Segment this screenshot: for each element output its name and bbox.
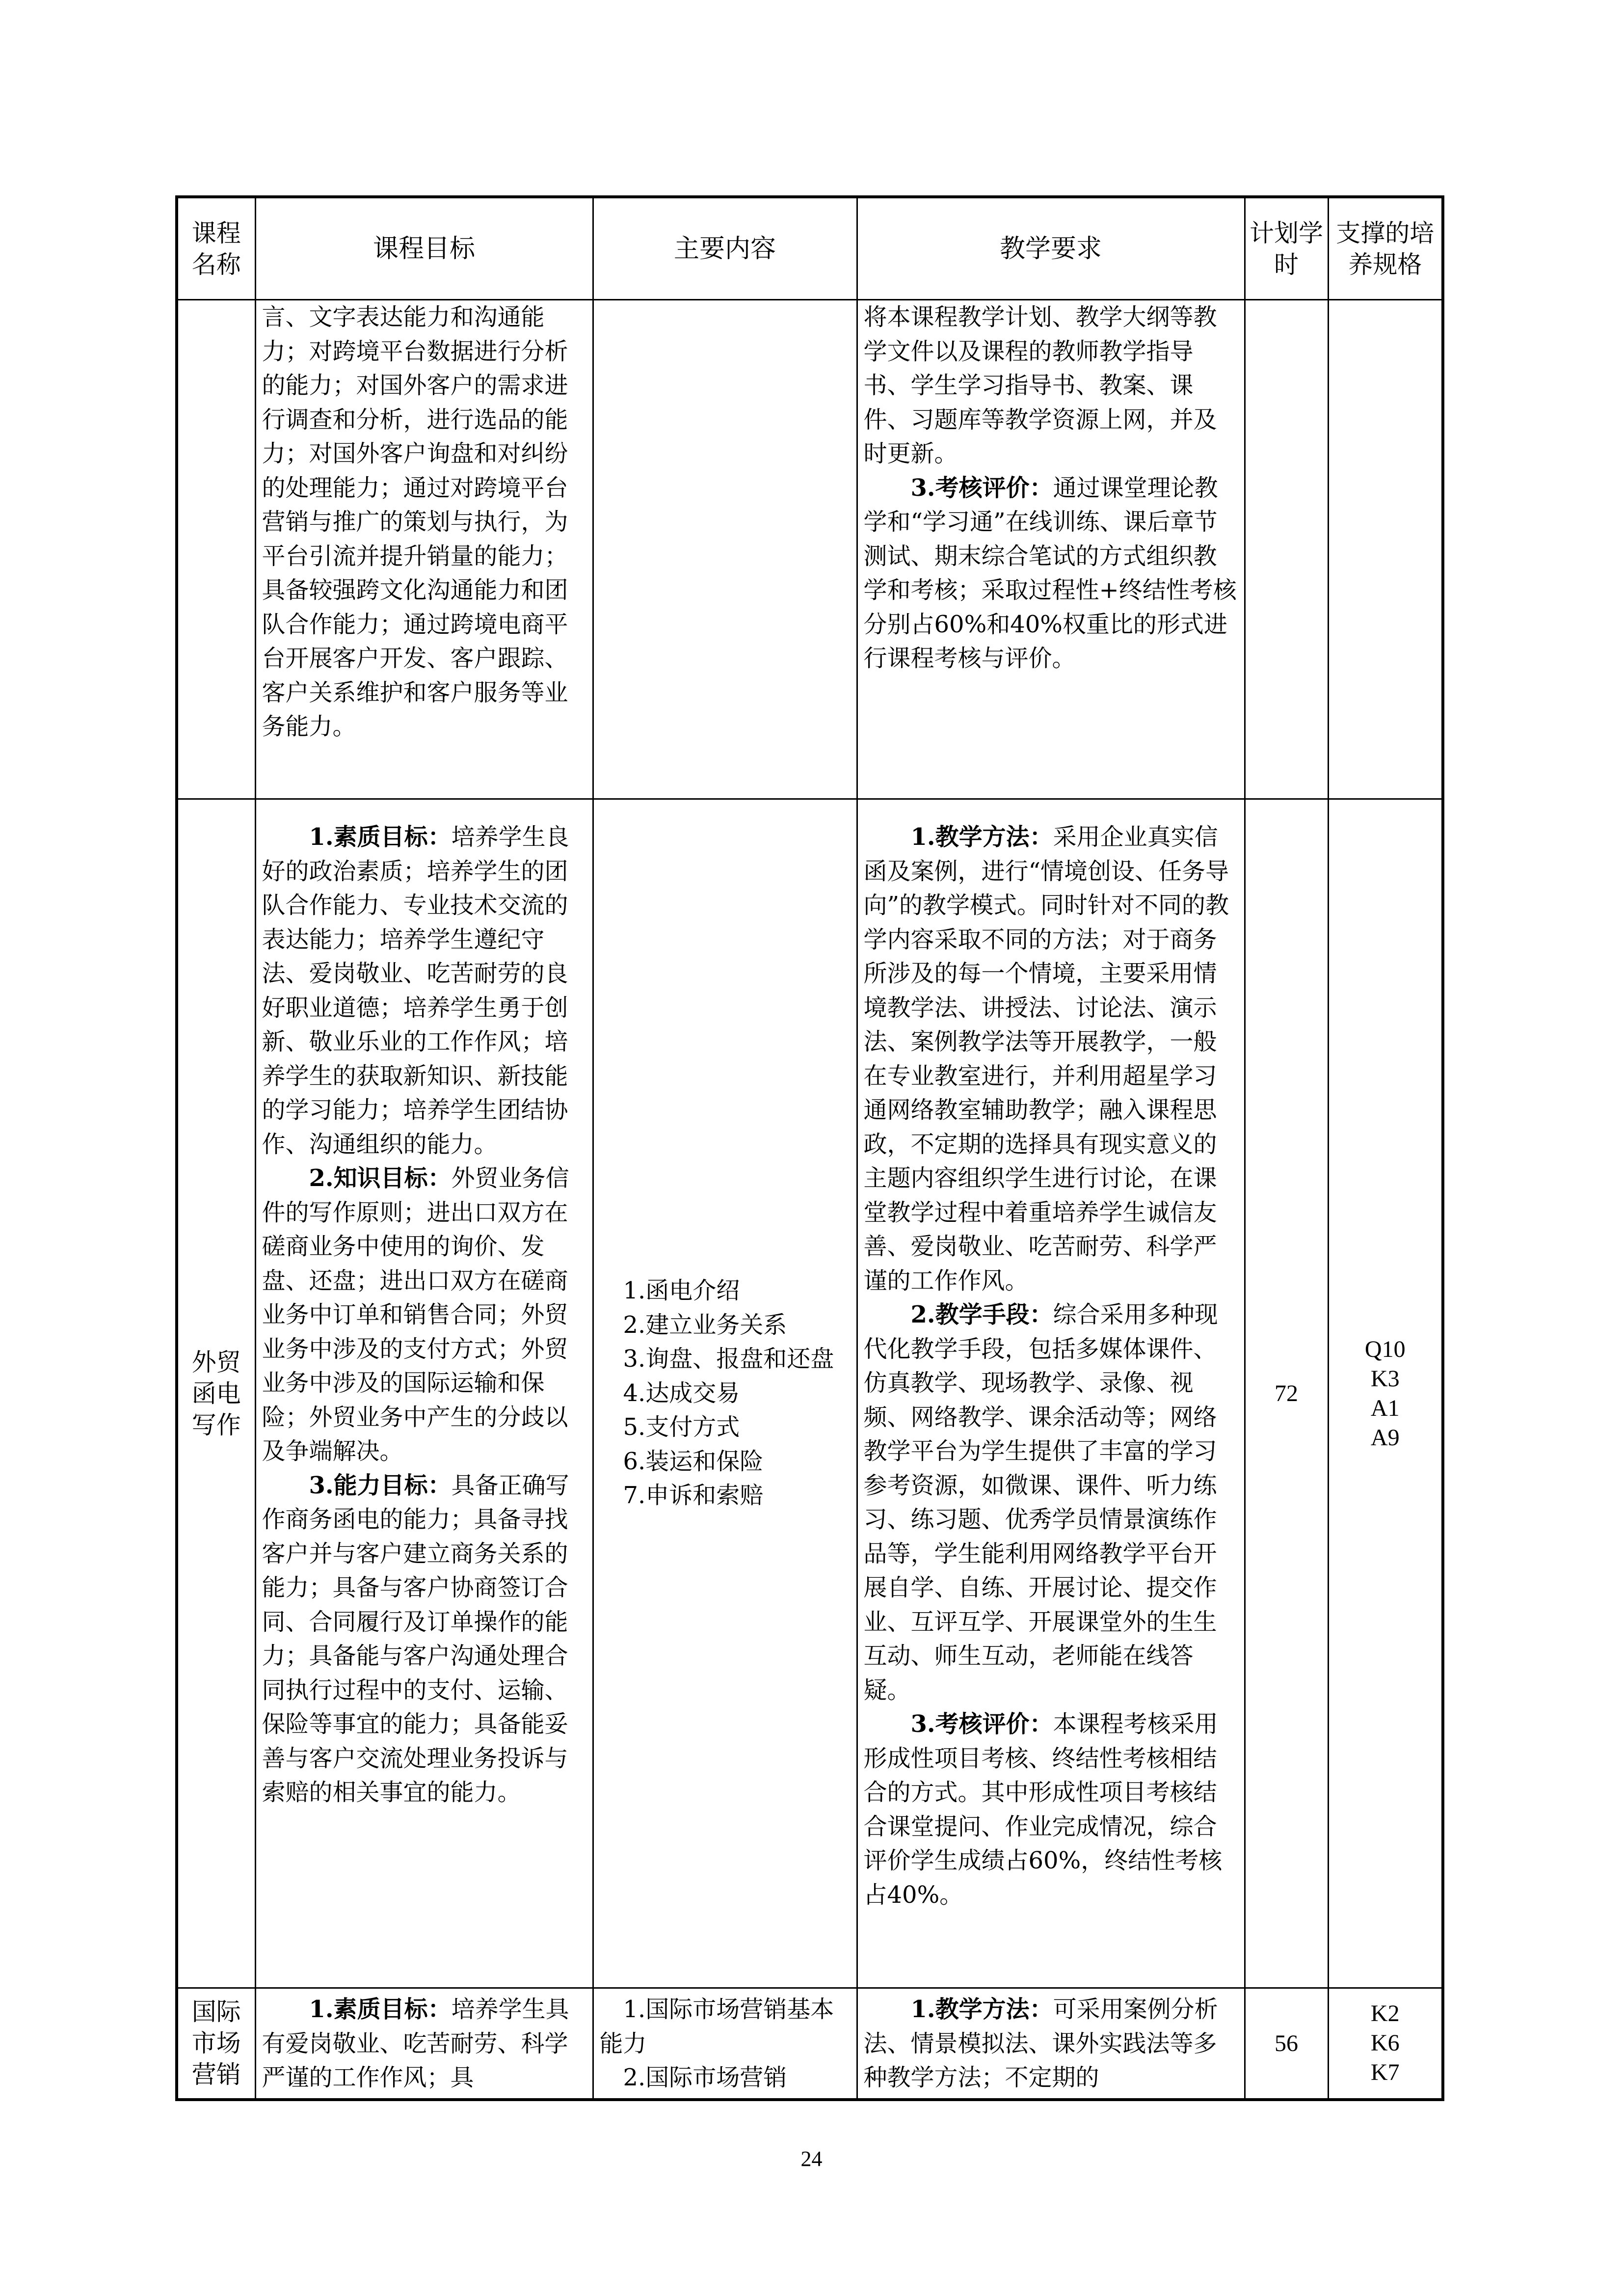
goal-text: 具备正确写作商务函电的能力；具备寻找客户并与客户建立商务关系的能力；具备与客户协商签订合同、合同履行及订单操作的能力；具备能与客户沟通处理合同执行过程中的支付、运输、保险等事宜的能力；具备能妥善与客户交流处理业务投诉与索赔的相关事宜的能力。: [262, 1471, 569, 1806]
table-header-row: [177, 197, 1443, 300]
course-goal-cell: [255, 300, 593, 799]
course-table: [175, 195, 1444, 2101]
requirements-text: 综合采用多种现代化教学手段，包括多媒体课件、仿真教学、现场教学、录像、视频、网络教学、课余活动等；网络教学平台为学生提供了丰富的学习参考资源，如微课、课件、听力练习、练习题、优秀学员情景演练作品等，学生能利用网络教学平台开展自学、自练、开展讨论、提交作业、互评互学、开展课堂外的生生互动、师生互动，老师能在线答疑。: [863, 1301, 1218, 1704]
spec-code: K7: [1370, 2059, 1400, 2086]
course-name-cell: 外贸函电写作: [177, 799, 255, 1988]
assessment-label: 3.考核评价：: [910, 474, 1053, 502]
requirements-paragraph: [864, 1993, 1238, 2095]
goal-paragraph: [262, 1162, 586, 1469]
table-row: [177, 300, 1443, 799]
requirements-text: 采用企业真实信函及案例，进行“情境创设、任务导向”的教学模式。同时针对不同的教学内容采取不同的方法；对于商务所涉及的每一个情境，主要采用情境教学法、讲授法、讨论法、演示法、案例教学法等开展教学，一般在专业教室进行，并利用超星学习通网络教室辅助教学；融入课程思政，不定期的选择具有现实意义的主题内容组织学生进行讨论，在课堂教学过程中着重培养学生诚信友善、爱岗敬业、吃苦耐劳、科学严谨的工作作风。: [863, 823, 1229, 1295]
goal-label: 1.素质目标：: [309, 1996, 452, 2023]
content-item: 4.达成交易: [623, 1379, 740, 1407]
supported-specs-cell: [1328, 300, 1443, 799]
course-goal-cell: [255, 799, 593, 1988]
course-name-cell: [177, 300, 255, 799]
requirements-text: 将本课程教学计划、教学大纲等教学文件以及课程的教师教学指导书、学生学习指导书、教案、课件、习题库等教学资源上网，并及时更新。: [863, 303, 1217, 467]
main-content-cell: [593, 1988, 857, 2100]
teaching-requirements-cell: [857, 1988, 1245, 2100]
planned-hours-cell: [1245, 300, 1328, 799]
goal-label: 2.知识目标：: [309, 1164, 452, 1192]
goal-label: 3.能力目标：: [309, 1471, 452, 1499]
page-number: 24: [800, 2147, 823, 2171]
goal-text: 言、文字表达能力和沟通能力；对跨境平台数据进行分析的能力；对国外客户的需求进行调查和分析，进行选品的能力；对国外客户询盘和对纠纷的处理能力；通过对跨境平台营销与推广的策划与执行，为平台引流并提升销量的能力；具备较强跨文化沟通能力和团队合作能力；通过跨境电商平台开展客户开发、客户跟踪、客户关系维护和客户服务等业务能力。: [262, 303, 568, 740]
goal-label: 1.素质目标：: [309, 823, 452, 851]
spec-code: Q10: [1364, 1336, 1406, 1362]
content-item: 6.装运和保险: [623, 1447, 764, 1475]
assessment-text: 通过课堂理论教学和“学习通”在线训练、课后章节测试、期末综合笔试的方式组织教学和考核；采取过程性+终结性考核分别占60%和40%权重比的形式进行课程考核与评价。: [863, 474, 1237, 672]
supported-specs-cell: [1328, 1988, 1443, 2100]
header-course-name: 课程名称: [177, 197, 255, 300]
spec-code: K3: [1370, 1365, 1400, 1392]
requirements-text: 可采用案例分析法、情景模拟法、课外实践法等多种教学方法；不定期的: [863, 1996, 1218, 2091]
content-item: 1.函电介绍: [623, 1277, 740, 1305]
requirements-label: 3.考核评价：: [910, 1710, 1053, 1738]
spec-code: A9: [1370, 1424, 1400, 1451]
content-item: 7.申诉和索赔: [623, 1482, 764, 1510]
course-name-cell: 国际市场营销: [177, 1988, 255, 2100]
header-planned-hours: 计划学时: [1245, 197, 1328, 300]
table-row: [177, 1988, 1443, 2100]
requirements-paragraph: [864, 820, 1238, 1298]
spec-code: K2: [1370, 2000, 1400, 2027]
content-item: 5.支付方式: [623, 1413, 740, 1441]
content-item: 2.国际市场营销: [623, 2064, 787, 2091]
requirements-text: 本课程考核采用形成性项目考核、终结性考核相结合的方式。其中形成性项目考核结合课堂提问、作业完成情况，综合评价学生成绩占60%，终结性考核占40%。: [863, 1710, 1223, 1909]
teaching-requirements-cell: [857, 300, 1245, 799]
supported-specs-cell: [1328, 799, 1443, 1988]
header-main-content: 主要内容: [593, 197, 857, 300]
goal-paragraph: [262, 1993, 586, 2095]
requirements-label: 2.教学手段：: [910, 1301, 1053, 1328]
course-goal-cell: [255, 1988, 593, 2100]
main-content-cell: [593, 799, 857, 1988]
planned-hours-cell: 56: [1245, 1988, 1328, 2100]
requirements-paragraph: [864, 1298, 1238, 1707]
content-item: 1.国际市场营销基本能力: [599, 1996, 834, 2057]
header-supported-specs: 支撑的培养规格: [1328, 197, 1443, 300]
header-teaching-requirements: 教学要求: [857, 197, 1245, 300]
content-item: 3.询盘、报盘和还盘: [623, 1345, 834, 1373]
planned-hours-cell: 72: [1245, 799, 1328, 1988]
header-course-goal: 课程目标: [255, 197, 593, 300]
goal-text: 培养学生良好的政治素质；培养学生的团队合作能力、专业技术交流的表达能力；培养学生遵纪守法、爱岗敬业、吃苦耐劳的良好职业道德；培养学生勇于创新、敬业乐业的工作作风；培养学生的获取新知识、新技能的学习能力；培养学生团结协作、沟通组织的能力。: [262, 823, 569, 1158]
content-item: 2.建立业务关系: [623, 1311, 787, 1339]
requirements-label: 1.教学方法：: [910, 823, 1053, 851]
table-row: [177, 799, 1443, 1988]
goal-text: 外贸业务信件的写作原则；进出口双方在磋商业务中使用的询价、发盘、还盘；进出口双方在磋商业务中订单和销售合同；外贸业务中涉及的支付方式；外贸业务中涉及的国际运输和保险；外贸业务中产生的分歧以及争端解决。: [262, 1164, 569, 1465]
spec-code: A1: [1370, 1395, 1400, 1421]
goal-paragraph: [262, 1469, 586, 1810]
spec-code: K6: [1370, 2030, 1400, 2056]
teaching-requirements-cell: [857, 799, 1245, 1988]
main-content-cell: [593, 300, 857, 799]
requirements-label: 1.教学方法：: [910, 1996, 1053, 2023]
goal-text: 培养学生具有爱岗敬业、吃苦耐劳、科学严谨的工作作风；具: [262, 1996, 569, 2091]
requirements-paragraph: [864, 1707, 1238, 1912]
goal-paragraph: [262, 820, 586, 1162]
requirements-paragraph: [864, 471, 1238, 676]
